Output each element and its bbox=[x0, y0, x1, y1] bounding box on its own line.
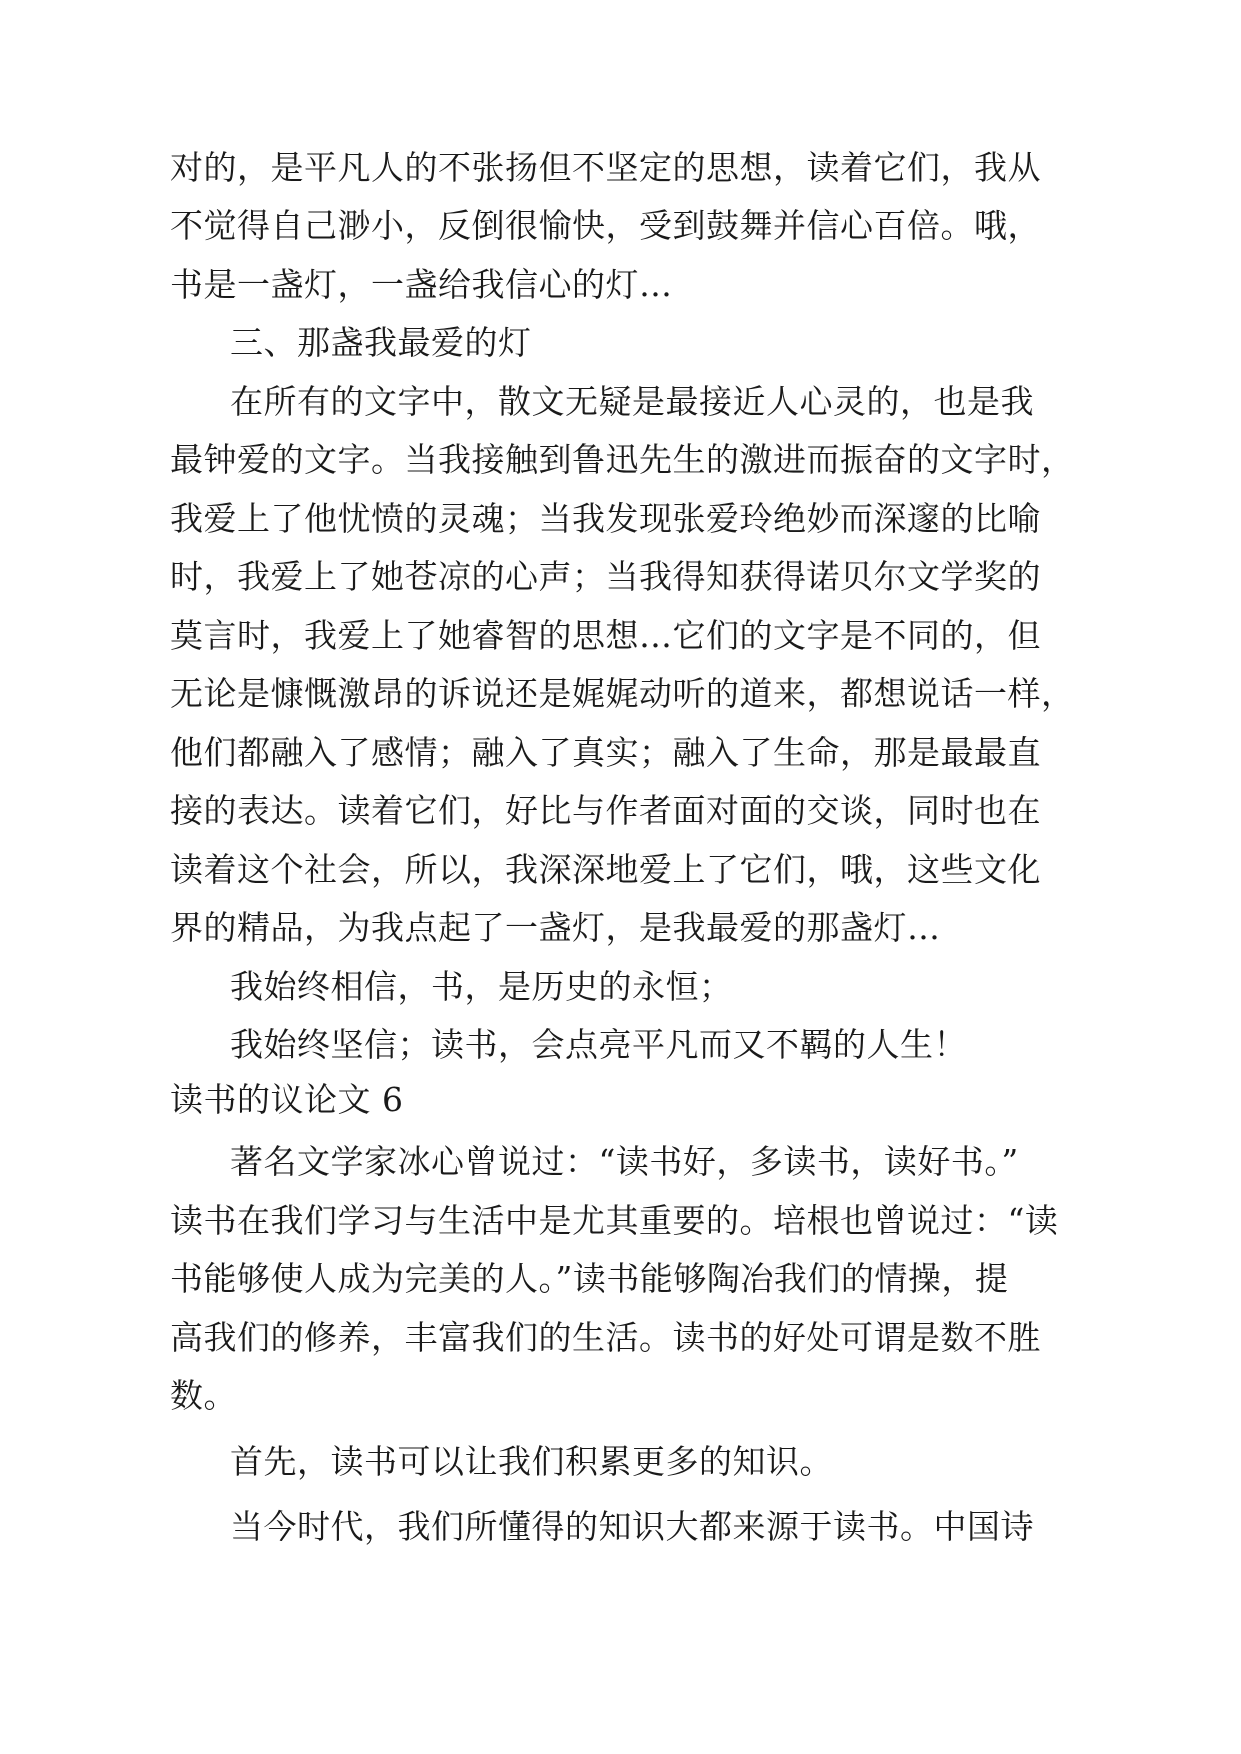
section-heading: 三、那盏我最爱的灯 bbox=[230, 323, 532, 362]
text-line: 读书在我们学习与生活中是尤其重要的。培根也曾说过：“读 bbox=[170, 1201, 1059, 1240]
text-line: 读着这个社会，所以，我深深地爱上了它们，哦，这些文化 bbox=[170, 850, 1041, 889]
text-line: 莫言时，我爱上了她睿智的思想…它们的文字是不同的，但 bbox=[170, 616, 1041, 655]
text-line: 不觉得自己渺小，反倒很愉快，受到鼓舞并信心百倍。哦， bbox=[170, 206, 1041, 245]
text-line: 无论是慷慨激昂的诉说还是娓娓动听的道来，都想说话一样， bbox=[170, 674, 1075, 713]
text-line: 界的精品，为我点起了一盏灯，是我最爱的那盏灯… bbox=[170, 908, 941, 947]
text-line: 我始终相信，书，是历史的永恒； bbox=[230, 967, 733, 1006]
text-line: 著名文学家冰心曾说过：“读书好，多读书，读好书。” bbox=[230, 1142, 1019, 1181]
text-line: 我始终坚信；读书，会点亮平凡而又不羁的人生！ bbox=[230, 1025, 967, 1064]
text-line: 首先，读书可以让我们积累更多的知识。 bbox=[230, 1442, 833, 1481]
text-line: 在所有的文字中，散文无疑是最接近人心灵的，也是我 bbox=[230, 382, 1034, 421]
text-line: 最钟爱的文字。当我接触到鲁迅先生的激进而振奋的文字时， bbox=[170, 440, 1075, 479]
text-line: 书能够使人成为完美的人。”读书能够陶冶我们的情操，提 bbox=[170, 1259, 1009, 1298]
text-line: 数。 bbox=[170, 1376, 237, 1415]
text-line: 我爱上了他忧愤的灵魂；当我发现张爱玲绝妙而深邃的比喻 bbox=[170, 499, 1041, 538]
text-line: 接的表达。读着它们，好比与作者面对面的交谈，同时也在 bbox=[170, 791, 1041, 830]
text-line: 当今时代，我们所懂得的知识大都来源于读书。中国诗 bbox=[230, 1507, 1034, 1546]
text-line: 他们都融入了感情；融入了真实；融入了生命，那是最最直 bbox=[170, 733, 1041, 772]
text-line: 高我们的修养，丰富我们的生活。读书的好处可谓是数不胜 bbox=[170, 1318, 1041, 1357]
text-line: 对的，是平凡人的不张扬但不坚定的思想，读着它们，我从 bbox=[170, 148, 1041, 187]
text-line: 时，我爱上了她苍凉的心声；当我得知获得诺贝尔文学奖的 bbox=[170, 557, 1041, 596]
text-line: 书是一盏灯，一盏给我信心的灯… bbox=[170, 265, 673, 304]
section-title: 读书的议论文 6 bbox=[170, 1080, 404, 1119]
